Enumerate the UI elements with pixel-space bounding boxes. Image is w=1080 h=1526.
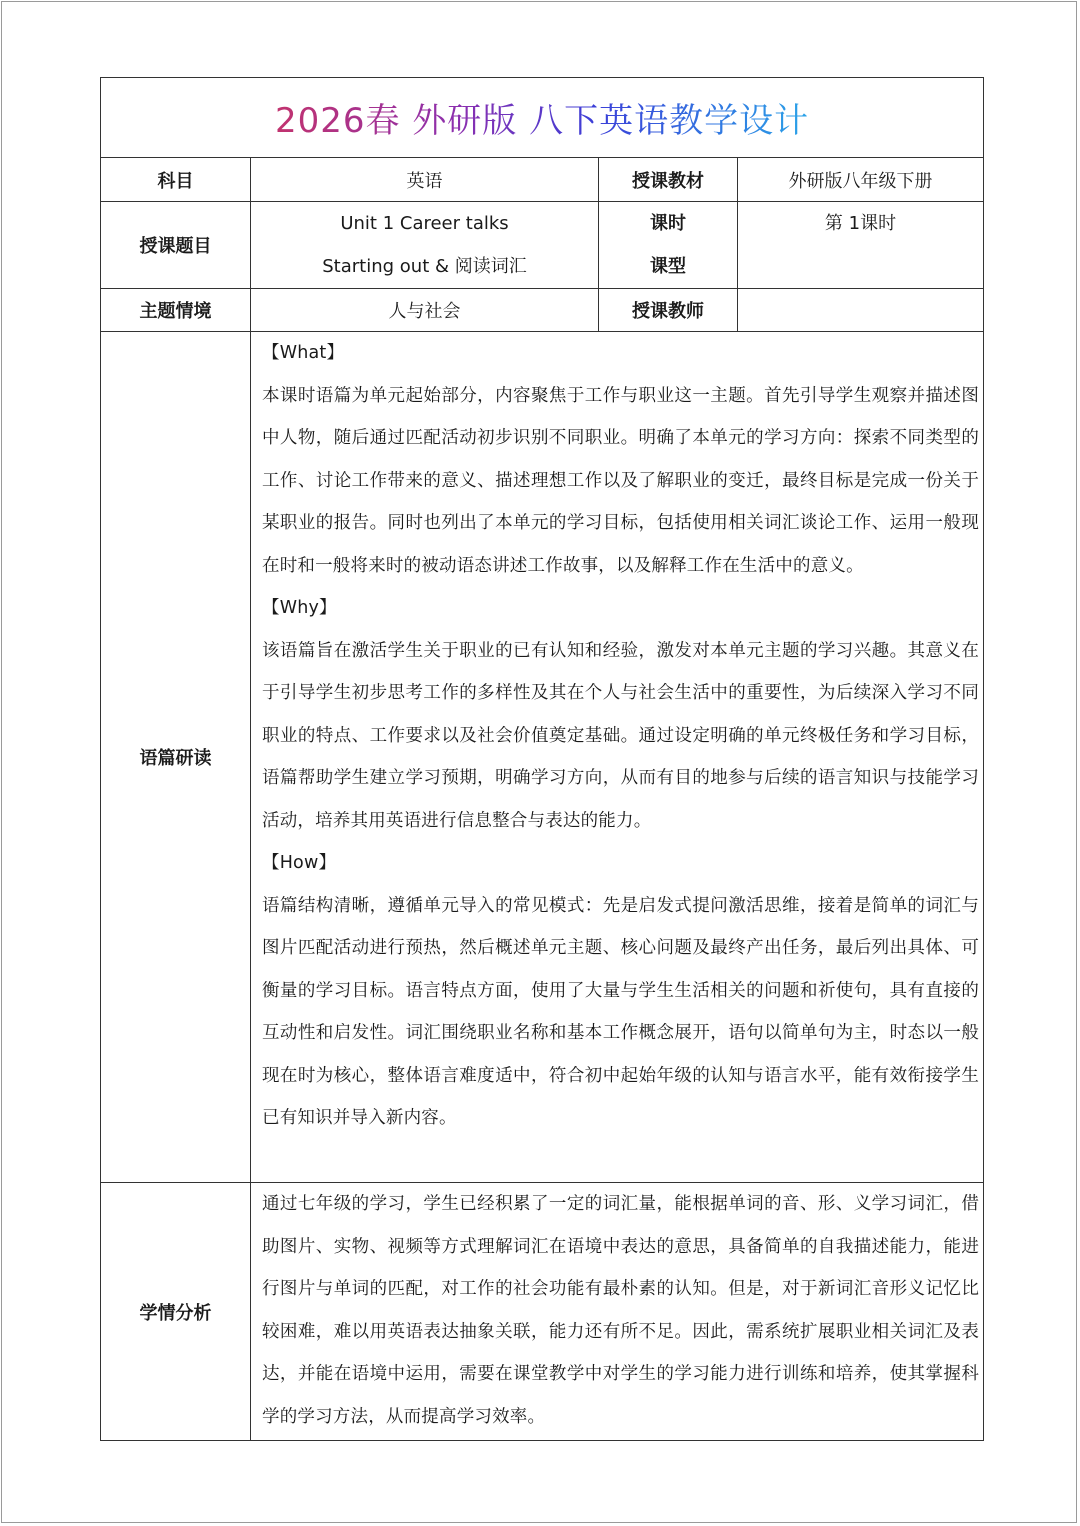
topic-line-1: Unit 1 Career talks: [340, 213, 509, 234]
subject-label: 科目: [101, 158, 251, 202]
topic-line-2: Starting out & 阅读词汇: [322, 256, 527, 277]
reading-content: [251, 332, 984, 1183]
document-title: 2026春 外研版 八下英语教学设计: [274, 101, 810, 141]
theme-label: 主题情境: [101, 289, 251, 332]
why-paragraph: 该语篇旨在激活学生关于职业的已有认知和经验，激发对本单元主题的学习兴趣。其意义在于引导学生初步思考工作的多样性及其在个人与社会生活中的重要性，为后续深入学习不同职业的特点、工作要求以及社会价值奠定基础。通过设定明确的单元终极任务和学习目标，语篇帮助学生建立学习预期，明确学习方向，从而有目的地参与后续的语言知识与技能学习活动，培养其用英语进行信息整合与表达的能力。: [262, 640, 980, 831]
what-heading: 【What】: [262, 343, 345, 363]
teacher-label: 授课教师: [599, 289, 738, 332]
how-heading: 【How】: [262, 853, 337, 873]
period-type-label: [599, 202, 738, 289]
what-paragraph: 本课时语篇为单元起始部分，内容聚焦于工作与职业这一主题。首先引导学生观察并描述图中人物，随后通过匹配活动初步识别不同职业。明确了本单元的学习方向：探索不同类型的工作、讨论工作带来的意义、描述理想工作以及了解职业的变迁，最终目标是完成一份关于某职业的报告。同时也列出了本单元的学习目标，包括使用相关词汇谈论工作、运用一般现在时和一般将来时的被动语态讲述工作故事，以及解释工作在生活中的意义。: [262, 385, 980, 576]
analysis-paragraph: 通过七年级的学习，学生已经积累了一定的词汇量，能根据单词的音、形、义学习词汇，借助图片、实物、视频等方式理解词汇在语境中表达的意思，具备简单的自我描述能力，能进行图片与单词的匹配，对工作的社会功能有最朴素的认知。但是，对于新词汇音形义记忆比较困难，难以用英语表达抽象关联，能力还有所不足。因此，需系统扩展职业相关词汇及表达，并能在语境中运用，需要在课堂教学中对学生的学习能力进行训练和培养，使其掌握科学的学习方法，从而提高学习效率。: [262, 1194, 980, 1427]
title-cell: [101, 78, 984, 158]
analysis-label: 学情分析: [101, 1183, 251, 1441]
how-paragraph: 语篇结构清晰，遵循单元导入的常见模式：先是启发式提问激活思维，接着是简单的词汇与图片匹配活动进行预热，然后概述单元主题、核心问题及最终产出任务，最后列出具体、可衡量的学习目标。语言特点方面，使用了大量与学生生活相关的问题和祈使句，具有直接的互动性和启发性。词汇围绕职业名称和基本工作概念展开，语句以简单句为主，时态以一般现在时为核心，整体语言难度适中，符合初中起始年级的认知与语言水平，能有效衔接学生已有知识并导入新内容。: [262, 895, 980, 1128]
type-label: 课型: [650, 256, 686, 277]
topic-value: [251, 202, 599, 289]
subject-value: 英语: [251, 158, 599, 202]
textbook-label: 授课教材: [599, 158, 738, 202]
analysis-content: [251, 1183, 984, 1441]
reading-label: 语篇研读: [101, 332, 251, 1183]
topic-label: 授课题目: [101, 202, 251, 289]
textbook-value: 外研版八年级下册: [738, 158, 984, 202]
why-heading: 【Why】: [262, 598, 337, 618]
teacher-value: [738, 289, 984, 332]
theme-value: 人与社会: [251, 289, 599, 332]
period-value: 第 1课时: [738, 202, 984, 289]
lesson-plan-table: [100, 77, 984, 1441]
period-label: 课时: [650, 213, 686, 234]
